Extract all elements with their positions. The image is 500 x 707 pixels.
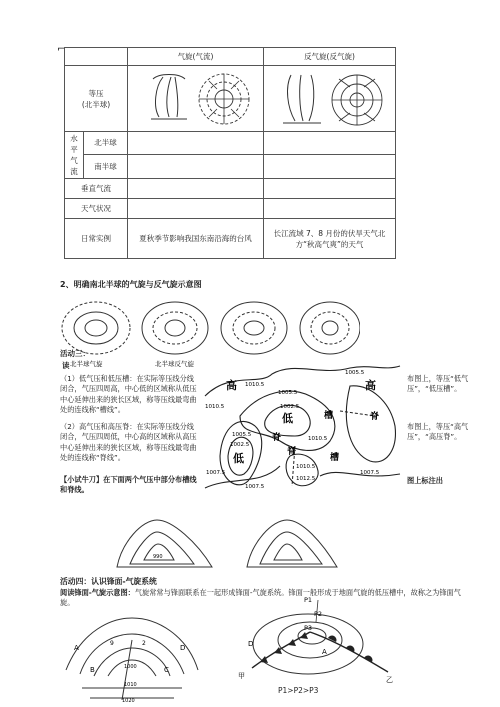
label-low-2: 低 bbox=[233, 452, 244, 465]
header-anticyclone: 反气旋(反气旋) bbox=[264, 48, 396, 66]
anticyclone-example: 长江流域 7、8 月份的伏旱天气北方“秋高气爽”的天气 bbox=[264, 219, 396, 259]
activity3-p2: （2）高气压和高压脊：在实际等压线分线闭合，气压四周低，中心高的区域称从高压中心延伸出来的狭长区域，称等压线最弯曲处的连线称“脊线”。 bbox=[60, 422, 197, 463]
warm-front-semicircles bbox=[328, 636, 372, 662]
isobar-map bbox=[200, 356, 405, 496]
left-label-d: D bbox=[180, 644, 186, 652]
svg-text:1012.5: 1012.5 bbox=[296, 476, 316, 482]
activity3-title: 活动三： bbox=[60, 349, 90, 358]
left-label-b: B bbox=[90, 666, 95, 674]
label-low-1: 低 bbox=[282, 412, 293, 425]
svg-text:9: 9 bbox=[110, 640, 114, 647]
anticyclone-diagram bbox=[265, 67, 395, 129]
cell-nh-anticyclone bbox=[264, 132, 396, 155]
southern-hemisphere-label: 南半球 bbox=[94, 162, 117, 171]
diagram-4 bbox=[300, 302, 360, 354]
label-jia: 甲 bbox=[238, 672, 245, 680]
activity3-right1: 布图上，等压“低气压”，“低压槽”。 bbox=[407, 374, 469, 394]
frontal-diagram-left bbox=[62, 610, 202, 702]
svg-text:1010.5: 1010.5 bbox=[205, 404, 225, 410]
exercise-value: 990 bbox=[153, 554, 163, 560]
cell-nh-cyclone bbox=[128, 132, 264, 155]
svg-text:2: 2 bbox=[142, 640, 146, 647]
left-label-c: C bbox=[164, 666, 169, 674]
caption-2: 北半球反气旋 bbox=[155, 360, 194, 368]
label-p3: P3 bbox=[304, 624, 313, 632]
label-high-1: 高 bbox=[226, 379, 237, 392]
svg-text:1005.5: 1005.5 bbox=[278, 390, 298, 396]
svg-text:1002.5: 1002.5 bbox=[280, 404, 300, 410]
isobar-label: 等压 (北半球) bbox=[65, 66, 128, 132]
activity3-right2: 布图上，等压“高气压”，“高压脊”。 bbox=[407, 422, 469, 442]
label-ridge-3: 脊 bbox=[287, 447, 297, 457]
section2-title: 2、明确南北半球的气旋与反气旋示意图 bbox=[60, 280, 202, 289]
caption-1: 北半球气旋 bbox=[70, 360, 103, 368]
horizontal-flow-label: 水 平 气 流 bbox=[65, 132, 84, 178]
examples-label: 日常实例 bbox=[65, 219, 128, 259]
cyclone-diagram bbox=[131, 67, 261, 129]
label-trough-2: 槽 bbox=[330, 453, 340, 463]
svg-text:1002.5: 1002.5 bbox=[230, 442, 250, 448]
diagram-2 bbox=[142, 302, 208, 354]
activity3-p1: （1）低气压和低压槽：在实际等压线分线闭合，气压四周高，中心低的区域称从低压中心延伸出来的狭长区域，称等压线最弯曲处的连线称“槽线”。 bbox=[60, 374, 197, 415]
label-p2: P2 bbox=[314, 610, 323, 618]
svg-text:1010.5: 1010.5 bbox=[245, 382, 265, 388]
svg-text:1010.5: 1010.5 bbox=[296, 464, 316, 470]
weather-label: 天气状况 bbox=[65, 199, 128, 219]
svg-text:1007.5: 1007.5 bbox=[245, 484, 265, 490]
pressure-caption: P1>P2>P3 bbox=[278, 686, 319, 695]
cell-sh-anticyclone bbox=[264, 154, 396, 178]
activity4-paragraph: 阅读锋面-气旋示意图：气旋常常与锋面联系在一起形成锋面-气旋系统。锋面一般形成于地面气旋的低压槽中，故称之为锋面气旋。 bbox=[60, 588, 461, 608]
diagram-3 bbox=[221, 302, 287, 354]
label-p1: P1 bbox=[304, 596, 313, 604]
ridge-trough-exercise bbox=[112, 512, 392, 574]
label-ridge-1: 脊 bbox=[272, 433, 282, 443]
label-d: D bbox=[248, 640, 254, 648]
cyclone-comparison-table bbox=[64, 47, 396, 259]
label-ridge-2: 脊 bbox=[370, 412, 380, 422]
vertical-flow-label: 垂直气流 bbox=[65, 179, 128, 199]
table-corner bbox=[65, 48, 128, 66]
label-trough-1: 槽 bbox=[324, 411, 334, 421]
svg-text:1010.5: 1010.5 bbox=[308, 436, 328, 442]
left-label-a: A bbox=[74, 644, 79, 652]
svg-text:1020: 1020 bbox=[122, 698, 135, 702]
cell-sh-cyclone bbox=[128, 154, 264, 178]
label-a: A bbox=[322, 648, 327, 656]
header-cyclone: 气旋(气流) bbox=[128, 48, 264, 66]
cyclone-example: 夏秋季节影响我国东南沿海的台风 bbox=[128, 219, 264, 259]
activity4-title: 活动四：认识锋面-气旋系统 bbox=[60, 577, 157, 586]
cyclone-diagram-cell bbox=[128, 66, 264, 132]
diagram-1 bbox=[62, 302, 130, 354]
svg-text:1007.5: 1007.5 bbox=[360, 470, 380, 476]
activity3-read: 读 bbox=[62, 361, 70, 370]
label-high-2: 高 bbox=[365, 379, 376, 392]
activity3-test: 【小试牛刀】在下面两个气压中部分布槽线和脊线。 bbox=[60, 475, 197, 495]
northern-hemisphere-label: 北半球 bbox=[84, 132, 127, 155]
page-corner-mark: ⌐ bbox=[57, 44, 66, 55]
svg-text:1005.5: 1005.5 bbox=[345, 370, 365, 376]
activity3-test-right: 图上标注出 bbox=[407, 476, 443, 485]
svg-text:1005.5: 1005.5 bbox=[232, 432, 252, 438]
svg-text:1010: 1010 bbox=[124, 682, 137, 688]
frontal-diagram-right bbox=[238, 592, 398, 684]
svg-text:1007.5: 1007.5 bbox=[206, 470, 226, 476]
svg-text:1000: 1000 bbox=[124, 664, 137, 670]
label-yi: 乙 bbox=[386, 676, 393, 684]
anticyclone-diagram-cell bbox=[264, 66, 396, 132]
